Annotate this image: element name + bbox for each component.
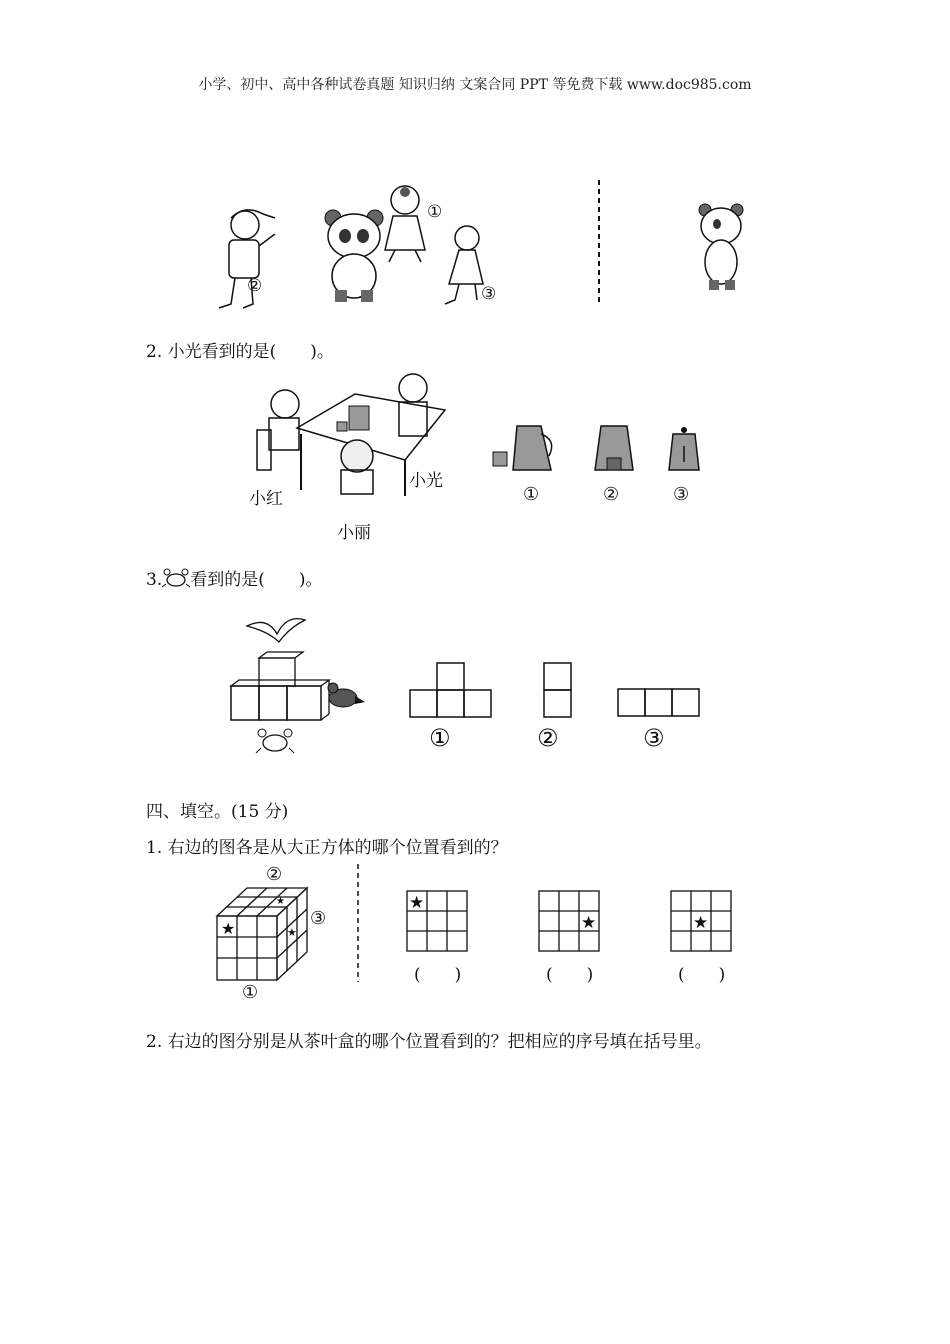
q3-figure (225, 612, 715, 762)
answer-blank-3[interactable]: ( ) (678, 965, 726, 985)
q2-option-3-pitcher (665, 424, 705, 484)
q2-text: 2. 小光看到的是( )。 (146, 342, 334, 362)
q2-option-label-1: ① (523, 484, 540, 505)
q3-option-3-view (617, 688, 703, 718)
cube-mark-2: ② (266, 864, 283, 885)
q3-prefix: 3. (146, 570, 163, 590)
mark-3: ③ (481, 284, 497, 304)
q1-figure (195, 180, 765, 310)
person-xiaoli: 小丽 (337, 523, 371, 543)
answer-blank-2[interactable]: ( ) (546, 965, 594, 985)
q3-question: 看到的是( )。 (190, 570, 323, 590)
section-4-q1-text: 1. 右边的图各是从大正方体的哪个位置看到的？ (146, 838, 508, 858)
cube-figure (210, 864, 750, 1004)
star-icon-view-1: ★ (409, 893, 425, 913)
cube-mark-3: ③ (310, 908, 327, 929)
q2-figure (245, 370, 715, 543)
cube-mark-1: ① (242, 982, 259, 1003)
star-icon-front: ★ (221, 919, 236, 938)
block-structure (230, 656, 340, 726)
q3-text (146, 565, 323, 590)
mark-1: ① (427, 202, 443, 222)
q2-option-1-pitcher (491, 420, 561, 480)
pigeon-icon (325, 680, 365, 712)
star-icon-top: ★ (276, 896, 285, 907)
boy-figure (205, 200, 285, 320)
crab-icon (162, 568, 190, 588)
mark-2: ② (247, 276, 263, 296)
section-4-title: 四、填空。(15 分) (146, 802, 289, 822)
q3-option-label-1: ① (429, 724, 451, 752)
star-icon-right: ★ (287, 926, 297, 939)
cube-divider-line (356, 864, 360, 982)
q3-option-2-view (543, 662, 577, 718)
answer-blank-1[interactable]: ( ) (414, 965, 462, 985)
q2-option-label-3: ③ (673, 484, 690, 505)
star-icon-view-3: ★ (693, 913, 709, 933)
small-panda-figure (695, 200, 755, 300)
view-grid-3 (670, 890, 732, 952)
q3-option-1-view (409, 662, 495, 718)
q2-option-2-pitcher (591, 420, 641, 480)
q2-option-label-2: ② (603, 484, 620, 505)
person-xiaoguang: 小光 (409, 471, 443, 491)
eagle-icon (247, 612, 307, 648)
crab-figure-icon (255, 728, 295, 754)
big-cube (216, 886, 336, 1002)
section-4-q2-text: 2. 右边的图分别是从茶叶盒的哪个位置看到的？把相应的序号填在括号里。 (146, 1032, 712, 1052)
q3-option-label-3: ③ (643, 724, 665, 752)
star-icon-view-2: ★ (581, 913, 597, 933)
person-xiaohong: 小红 (249, 489, 283, 509)
q3-option-label-2: ② (537, 724, 559, 752)
page-header: 小学、初中、高中各种试卷真题 知识归纳 文案合同 PPT 等免费下载 www.doc985.com (198, 77, 752, 93)
girl-1-figure (375, 180, 445, 270)
view-grid-2 (538, 890, 600, 952)
divider-line (597, 180, 601, 302)
view-grid-1 (406, 890, 468, 952)
